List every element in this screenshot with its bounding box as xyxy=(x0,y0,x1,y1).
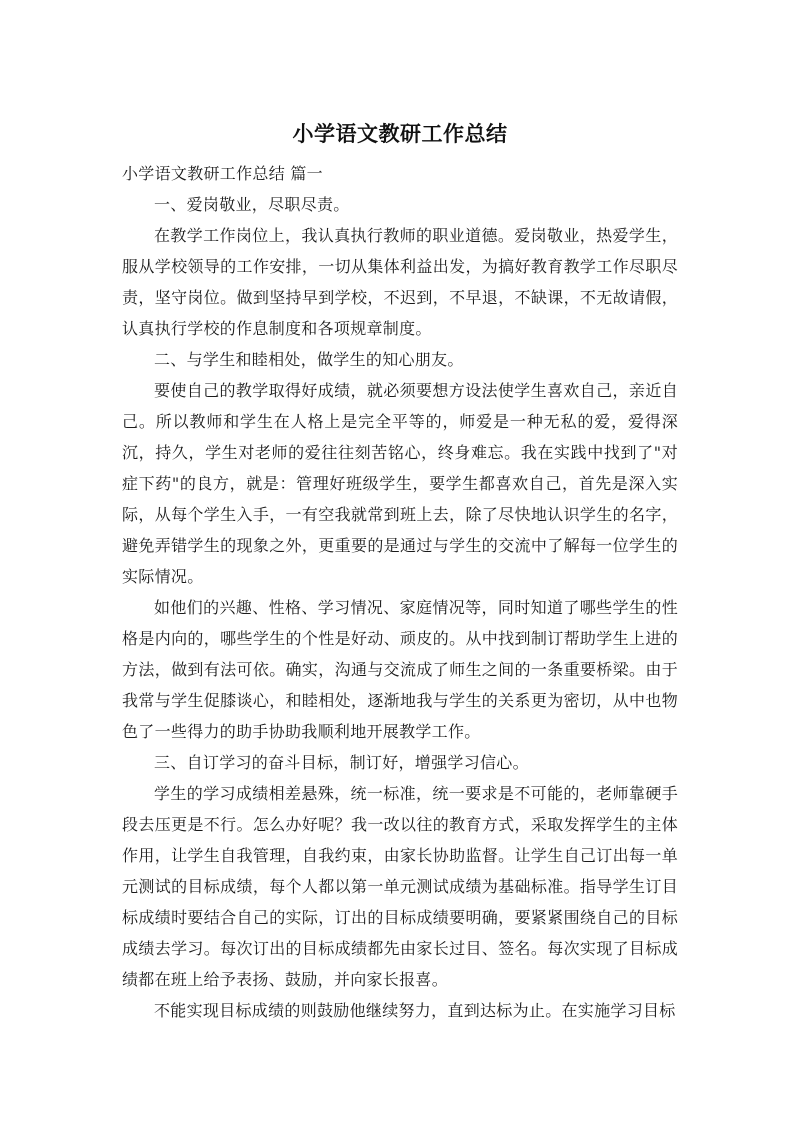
document-title: 小学语文教研工作总结 xyxy=(292,122,508,146)
paragraph: 不能实现目标成绩的则鼓励他继续努力，直到达标为止。在实施学习目标 xyxy=(154,1001,676,1020)
paragraph-heading-1: 一、爱岗敬业，尽职尽责。 xyxy=(154,195,350,214)
paragraph-heading-3: 三、自订学习的奋斗目标，制订好，增强学习信心。 xyxy=(154,753,529,772)
paragraph: 在教学工作岗位上，我认真执行教师的职业道德。爱岗敬业，热爱学生，服从学校领导的工作安排，一切从集体利益出发，为搞好教育教学工作尽职尽责，坚守岗位。做到坚持早到学校，不迟到，不早退，不缺课，不无故请假，认真执行学校的作息制度和各项规章制度。 xyxy=(122,226,678,338)
section-subtitle: 小学语文教研工作总结 篇一 xyxy=(122,164,323,183)
document-body xyxy=(122,158,678,1026)
paragraph: 学生的学习成绩相差悬殊，统一标准，统一要求是不可能的，老师靠硬手段去压更是不行。怎么办好呢？我一改以往的教育方式，采取发挥学生的主体作用，让学生自我管理，自我约束，由家长协助监督。让学生自己订出每一单元测试的目标成绩，每个人都以第一单元测试成绩为基础标准。指导学生订目标成绩时要结合自己的实际，订出的目标成绩要明确，要紧紧围绕自己的目标成绩去学习。每次订出的目标成绩都先由家长过目、签名。每次实现了目标成绩都在班上给予表扬、鼓励，并向家长报喜。 xyxy=(122,784,678,989)
paragraph-heading-2: 二、与学生和睦相处，做学生的知心朋友。 xyxy=(154,350,464,369)
paragraph: 要使自己的教学取得好成绩，就必须要想方设法使学生喜欢自己，亲近自己。所以教师和学生在人格上是完全平等的，师爱是一种无私的爱，爱得深沉，持久，学生对老师的爱往往刻苦铭心，终身难忘。我在实践中找到了"对症下药"的良方，就是：管理好班级学生，要学生都喜欢自己，首先是深入实际，从每个学生入手，一有空我就常到班上去，除了尽快地认识学生的名字，避免弄错学生的现象之外，更重要的是通过与学生的交流中了解每一位学生的实际情况。 xyxy=(122,381,678,586)
paragraph: 如他们的兴趣、性格、学习情况、家庭情况等，同时知道了哪些学生的性格是内向的，哪些学生的个性是好动、顽皮的。从中找到制订帮助学生上进的方法，做到有法可依。确实，沟通与交流成了师生之间的一条重要桥梁。由于我常与学生促膝谈心，和睦相处，逐渐地我与学生的关系更为密切，从中也物色了一些得力的助手协助我顺利地开展教学工作。 xyxy=(122,598,678,741)
